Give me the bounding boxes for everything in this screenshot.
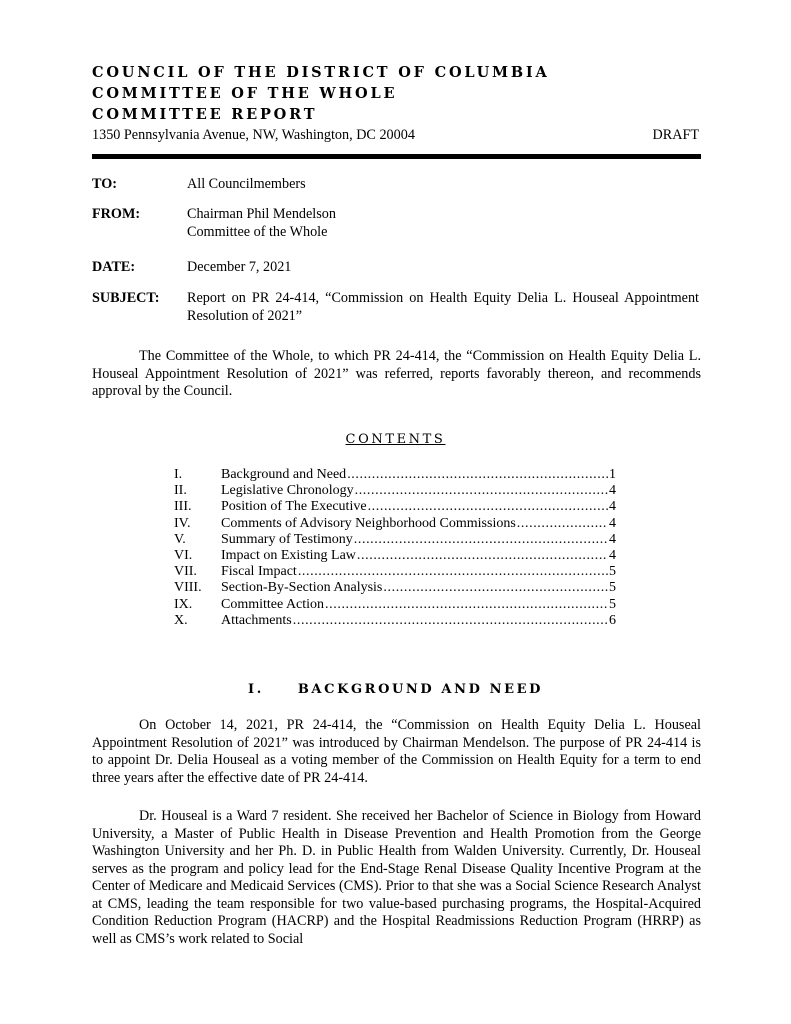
- council-address: 1350 Pennsylvania Avenue, NW, Washington, DC 20004: [92, 127, 415, 143]
- date-value: December 7, 2021: [187, 259, 292, 275]
- header-rule: [92, 154, 701, 159]
- toc-item[interactable]: VIII. Section-By-Section Analysis ..... 5: [174, 580, 616, 596]
- toc-item[interactable]: II. Legislative Chronology ..... 4: [174, 483, 616, 499]
- toc-item[interactable]: X. Attachments ..... 6: [174, 613, 616, 629]
- to-value: All Councilmembers: [187, 176, 306, 192]
- to-label: TO:: [92, 176, 117, 192]
- toc-item[interactable]: VII. Fiscal Impact ..... 5: [174, 564, 616, 580]
- contents-heading: CONTENTS: [345, 432, 446, 447]
- toc-item[interactable]: V. Summary of Testimony ..... 4: [174, 532, 616, 548]
- toc-item[interactable]: IV. Comments of Advisory Neighborhood Commissions ..... 4: [174, 516, 616, 532]
- toc-item[interactable]: VI. Impact on Existing Law ..... 4: [174, 548, 616, 564]
- toc-item[interactable]: I. Background and Need ..... 1: [174, 467, 616, 483]
- background-paragraph-1: On October 14, 2021, PR 24-414, the “Commission on Health Equity Delia L. Houseal Appointment Resolution of 2021” was introduced by Chairman Mendelson. The purpose of PR 24-414 is to appoint Dr. Delia Houseal as a voting member of the Commission on Health Equity for a term to end three years after the effective date of PR 24-414.: [92, 717, 701, 786]
- draft-label: DRAFT: [652, 127, 699, 143]
- section-title: BACKGROUND AND NEED: [297, 682, 543, 697]
- section-number: I.: [248, 682, 264, 697]
- date-label: DATE:: [92, 259, 136, 275]
- background-paragraph-2: Dr. Houseal is a Ward 7 resident. She received her Bachelor of Science in Biology from Howard University, a Master of Public Health in Disease Prevention and Health Promotion from the George Washington University and her Ph. D. in Public Health from Walden University. Currently, Dr. Houseal serves as the program and policy lead for the End-Stage Renal Disease Quality Incentive Program at the Center of Medicare and Medicaid Services (CMS). Prior to that she was a Social Science Research Analyst at CMS, leading the team responsible for two value-based purchasing programs, the Hospital-Acquired Condition Reduction Program (HACRP) and the Hospital Readmissions Reduction Program (HRRP) as well as CMS’s work related to Social: [92, 808, 701, 947]
- report-type: COMMITTEE REPORT: [92, 106, 318, 123]
- section-heading-background: [0, 681, 791, 698]
- committee-name: COMMITTEE OF THE WHOLE: [92, 85, 398, 102]
- from-label: FROM:: [92, 206, 141, 222]
- subject-label: SUBJECT:: [92, 290, 160, 306]
- toc-item[interactable]: III. Position of The Executive ..... 4: [174, 499, 616, 515]
- table-of-contents: [174, 467, 616, 629]
- subject-value: Report on PR 24-414, “Commission on Health Equity Delia L. Houseal Appointment Resolution of 2021”: [187, 290, 699, 324]
- from-value-line2: Committee of the Whole: [187, 224, 328, 240]
- intro-paragraph: The Committee of the Whole, to which PR 24-414, the “Commission on Health Equity Delia L. Houseal Appointment Resolution of 2021” was referred, reports favorably thereon, and recommends approval by the Council.: [92, 348, 701, 399]
- council-name: COUNCIL OF THE DISTRICT OF COLUMBIA: [92, 64, 550, 81]
- toc-item[interactable]: IX. Committee Action ..... 5: [174, 597, 616, 613]
- from-value-line1: Chairman Phil Mendelson: [187, 206, 336, 222]
